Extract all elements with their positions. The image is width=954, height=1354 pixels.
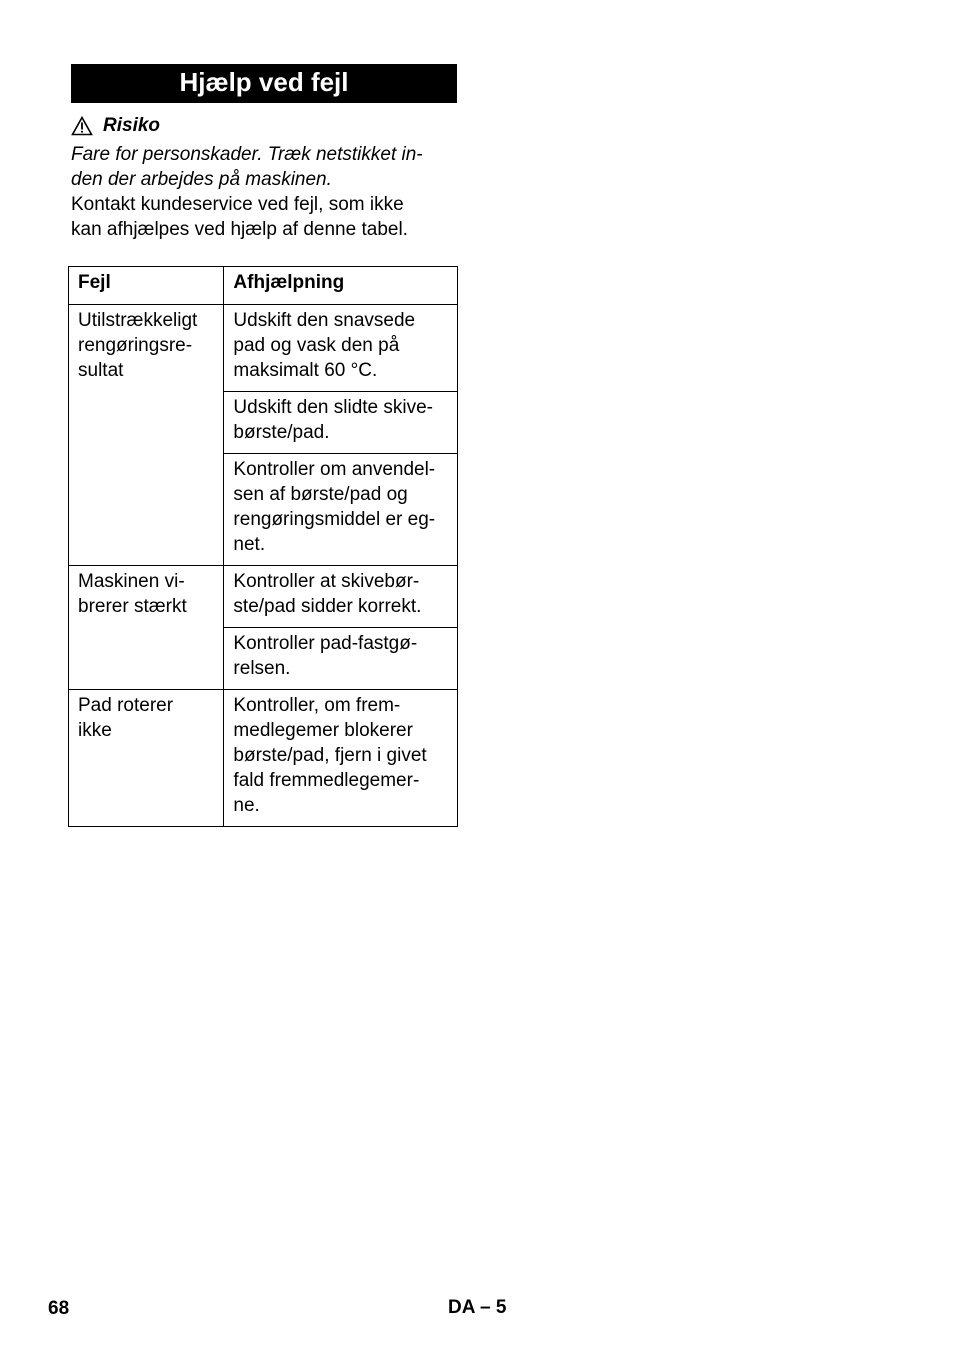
column-header-fault: Fejl: [69, 267, 224, 305]
column-header-remedy: Afhjælpning: [224, 267, 458, 305]
remedy-line: pad og vask den på: [233, 335, 400, 356]
fault-line: rengøringsre-: [78, 335, 193, 356]
fault-cell: [69, 566, 224, 690]
remedy-line: Kontroller, om frem-: [233, 695, 401, 716]
table-row: [69, 690, 458, 827]
fault-cell: [69, 690, 224, 827]
remedy-cell: [224, 305, 458, 392]
fault-line: sultat: [78, 360, 124, 381]
remedy-line: børste/pad.: [233, 422, 330, 443]
table-header-row: [69, 267, 458, 305]
warning-label: Risiko: [103, 115, 161, 136]
remedy-line: medlegemer blokerer: [233, 720, 413, 741]
page-number: 68: [48, 1298, 70, 1319]
fault-cell: [69, 305, 224, 566]
remedy-cell: [224, 392, 458, 454]
remedy-line: ne.: [233, 795, 260, 816]
fault-line: ikke: [78, 720, 112, 741]
table-row: [69, 305, 458, 392]
remedy-line: Udskift den slidte skive-: [233, 397, 433, 418]
remedy-line: ste/pad sidder korrekt.: [233, 596, 422, 617]
intro-text-line: kan afhjælpes ved hjælp af denne tabel.: [71, 219, 408, 240]
warning-triangle-icon: [71, 116, 93, 136]
troubleshooting-table: [68, 266, 458, 827]
table-row: [69, 566, 458, 628]
remedy-cell: [224, 454, 458, 566]
remedy-cell: [224, 628, 458, 690]
intro-text: [71, 192, 461, 242]
remedy-line: maksimalt 60 °C.: [233, 360, 378, 381]
remedy-line: sen af børste/pad og: [233, 484, 408, 505]
remedy-line: Kontroller at skivebør-: [233, 571, 420, 592]
remedy-line: relsen.: [233, 658, 291, 679]
remedy-line: Kontroller om anvendel-: [233, 459, 436, 480]
intro-text-line: Kontakt kundeservice ved fejl, som ikke: [71, 194, 404, 215]
remedy-cell: [224, 566, 458, 628]
remedy-line: net.: [233, 534, 266, 555]
fault-line: brerer stærkt: [78, 596, 187, 617]
page-code: DA – 5: [448, 1297, 507, 1318]
warning-text: [71, 142, 461, 192]
remedy-line: Kontroller pad-fastgø-: [233, 633, 418, 654]
page-title: Hjælp ved fejl: [71, 64, 457, 103]
remedy-line: Udskift den snavsede: [233, 310, 416, 331]
fault-line: Utilstrækkeligt: [78, 310, 198, 331]
warning-text-line: Fare for personskader. Træk netstikket in-: [71, 144, 423, 165]
remedy-line: børste/pad, fjern i givet: [233, 745, 427, 766]
fault-line: Pad roterer: [78, 695, 174, 716]
remedy-cell: [224, 690, 458, 827]
warning-text-line: den der arbejdes på maskinen.: [71, 169, 332, 190]
warning-heading: [71, 113, 160, 139]
fault-line: Maskinen vi-: [78, 571, 185, 592]
remedy-line: fald fremmedlegemer-: [233, 770, 420, 791]
remedy-line: rengøringsmiddel er eg-: [233, 509, 436, 530]
